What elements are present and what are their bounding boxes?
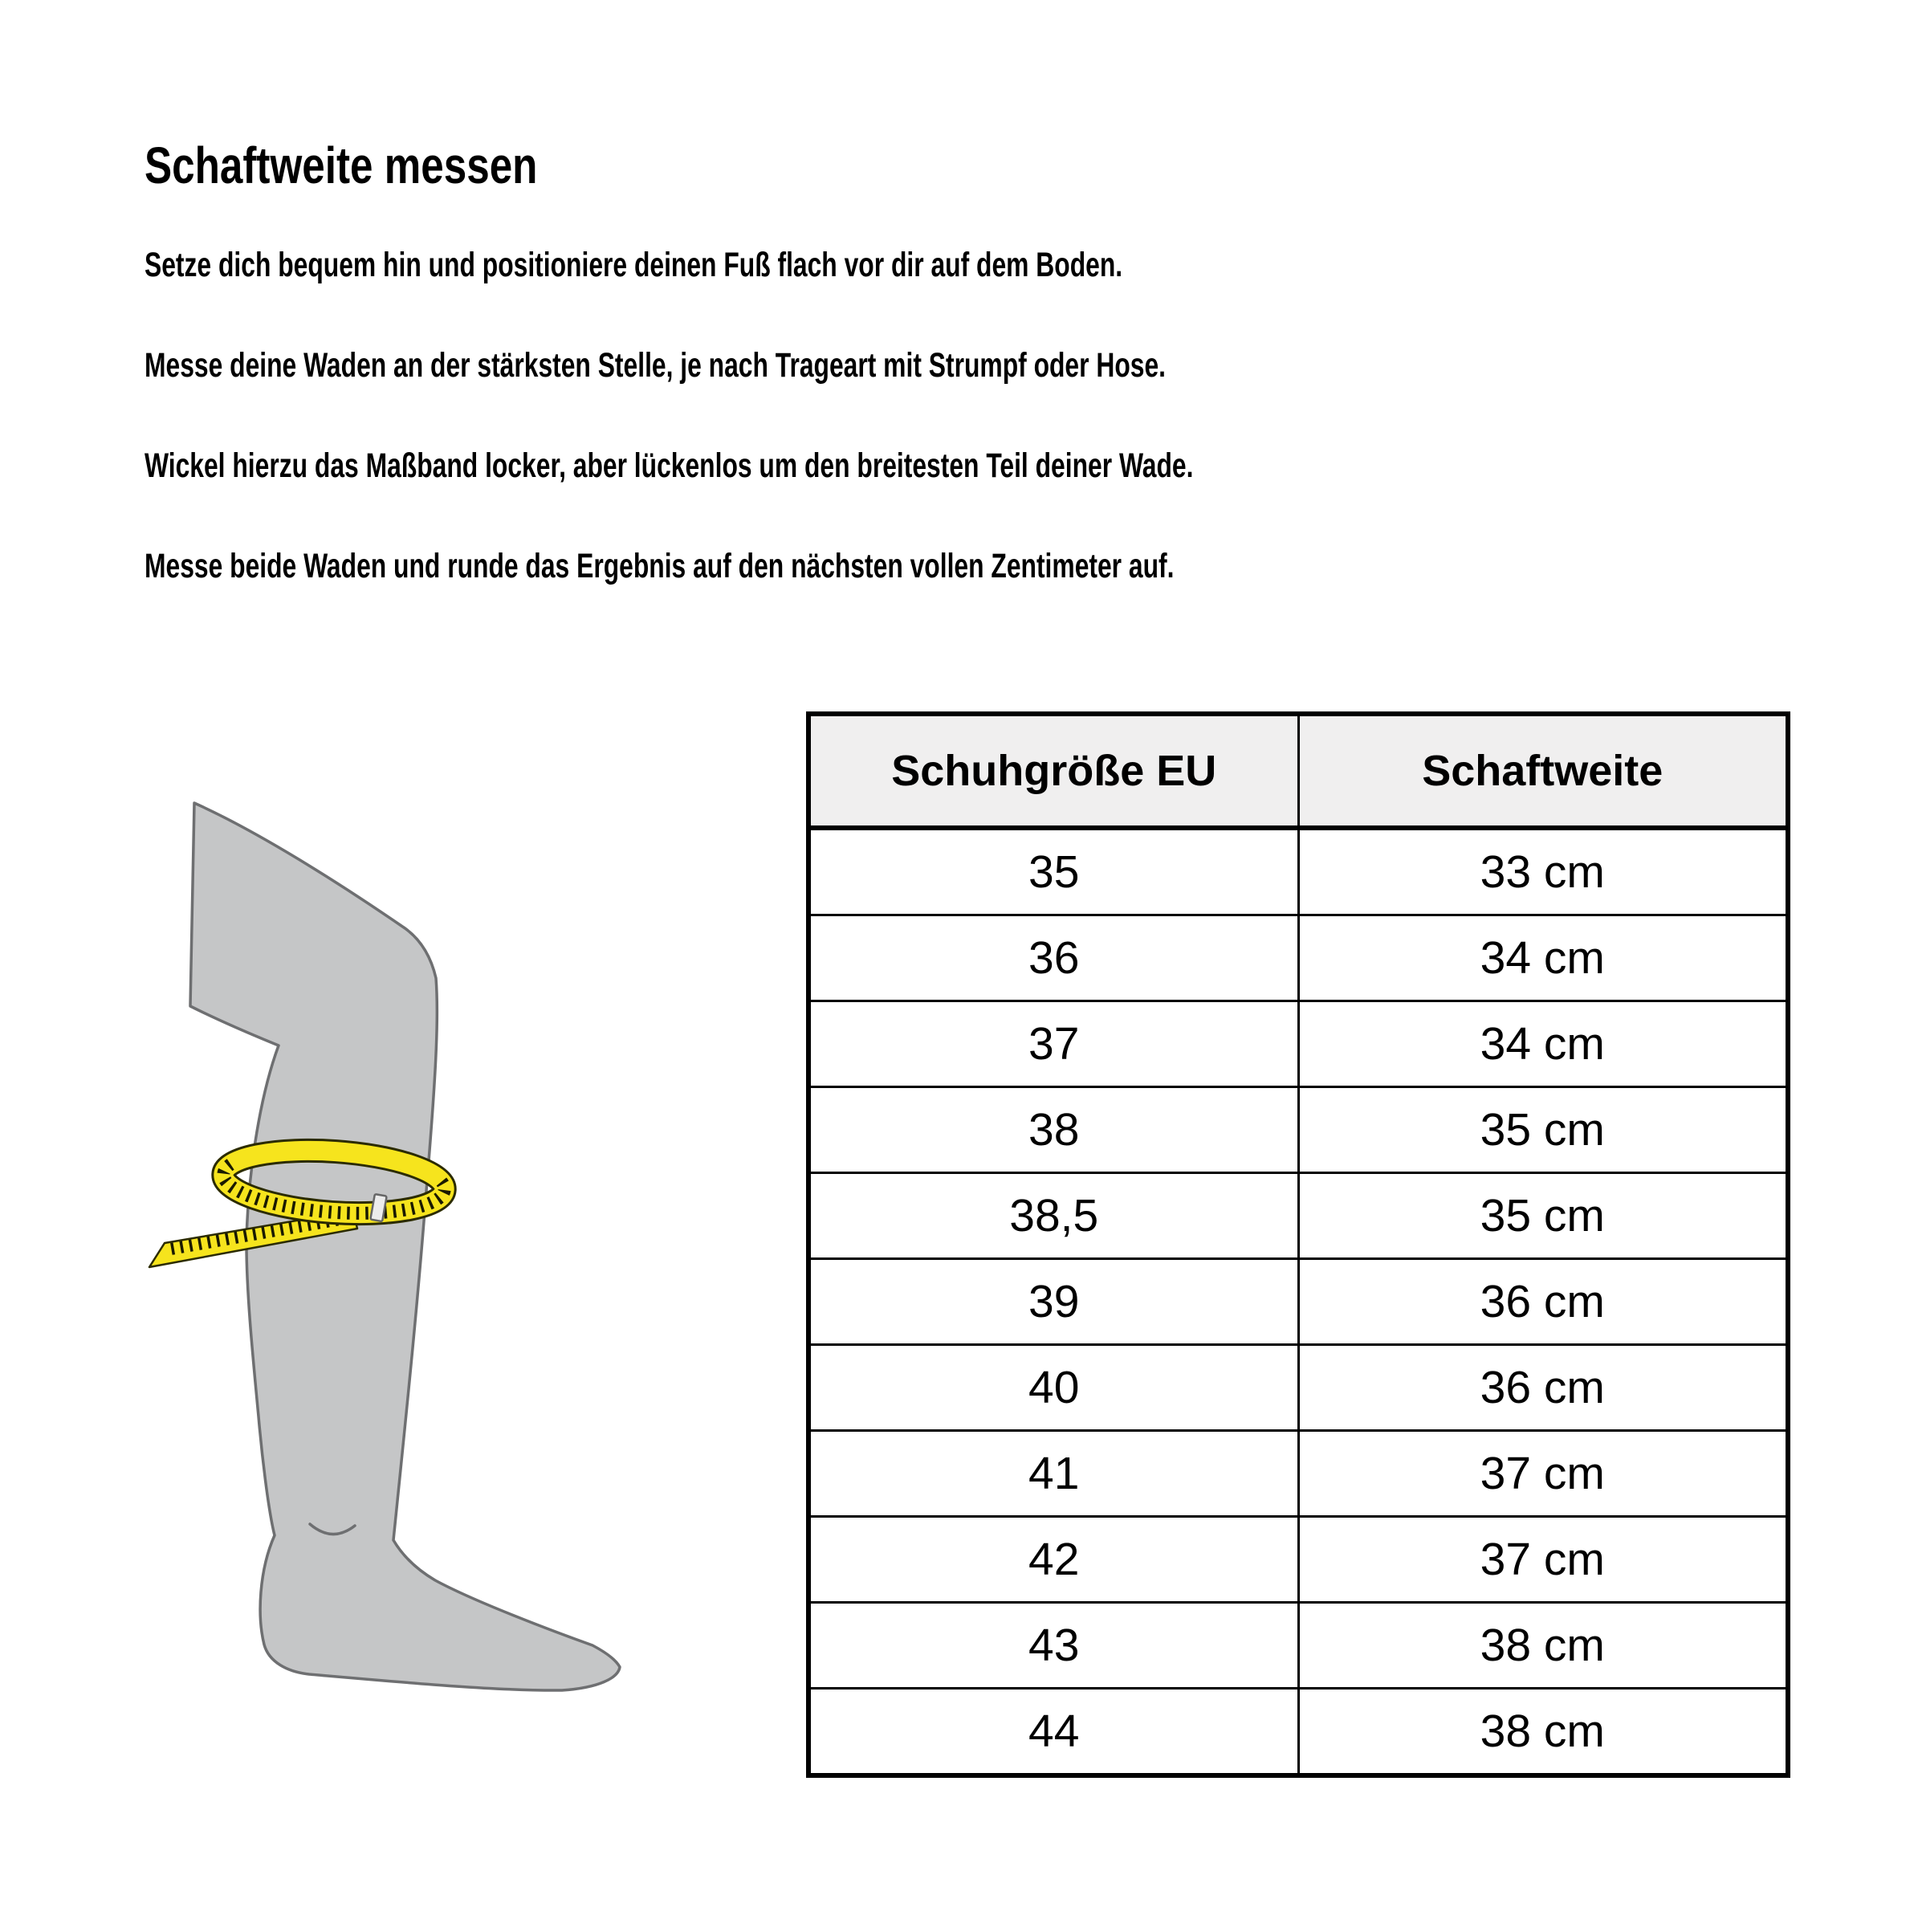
shaft-width-cell: 37 cm [1298, 1431, 1788, 1517]
shaft-width-cell: 38 cm [1298, 1689, 1788, 1776]
shaft-width-cell: 34 cm [1298, 915, 1788, 1001]
shoe-size-cell: 43 [808, 1603, 1298, 1689]
shoe-size-cell: 35 [808, 828, 1298, 915]
shaft-width-cell: 33 cm [1298, 828, 1788, 915]
shoe-size-cell: 41 [808, 1431, 1298, 1517]
shoe-size-cell: 38 [808, 1087, 1298, 1173]
table-row [808, 828, 1788, 915]
header-shoe-size-eu: Schuhgröße EU [808, 714, 1298, 828]
table-row [808, 1603, 1788, 1689]
instruction-step-1: Setze dich bequem hin und positioniere deinen Fuß flach vor dir auf dem Boden. [145, 246, 1123, 284]
table-row [808, 1431, 1788, 1517]
table-row [808, 1259, 1788, 1345]
size-chart-table [806, 711, 1790, 1778]
shaft-width-cell: 35 cm [1298, 1173, 1788, 1259]
table-header-row [808, 714, 1788, 828]
shoe-size-cell: 36 [808, 915, 1298, 1001]
table-row [808, 915, 1788, 1001]
shoe-size-cell: 40 [808, 1345, 1298, 1431]
instruction-step-3: Wickel hierzu das Maßband locker, aber lückenlos um den breitesten Teil deiner Wade. [145, 446, 1194, 485]
table-row [808, 1689, 1788, 1776]
page-title: Schaftweite messen [145, 137, 538, 194]
shoe-size-cell: 38,5 [808, 1173, 1298, 1259]
table-row [808, 1173, 1788, 1259]
shaft-width-cell: 35 cm [1298, 1087, 1788, 1173]
shaft-width-cell: 34 cm [1298, 1001, 1788, 1087]
table-row [808, 1001, 1788, 1087]
shaft-width-cell: 36 cm [1298, 1259, 1788, 1345]
shaft-width-cell: 36 cm [1298, 1345, 1788, 1431]
shoe-size-cell: 37 [808, 1001, 1298, 1087]
instruction-step-4: Messe beide Waden und runde das Ergebnis auf den nächsten vollen Zentimeter auf. [145, 547, 1175, 585]
table-row [808, 1517, 1788, 1603]
shoe-size-cell: 42 [808, 1517, 1298, 1603]
shaft-width-cell: 38 cm [1298, 1603, 1788, 1689]
header-shaft-width: Schaftweite [1298, 714, 1788, 828]
table-row [808, 1345, 1788, 1431]
shoe-size-cell: 44 [808, 1689, 1298, 1776]
leg-measurement-illustration [136, 763, 666, 1710]
shaft-width-cell: 37 cm [1298, 1517, 1788, 1603]
table-row [808, 1087, 1788, 1173]
instruction-step-2: Messe deine Waden an der stärksten Stelle, je nach Trageart mit Strumpf oder Hose. [145, 346, 1167, 385]
shoe-size-cell: 39 [808, 1259, 1298, 1345]
